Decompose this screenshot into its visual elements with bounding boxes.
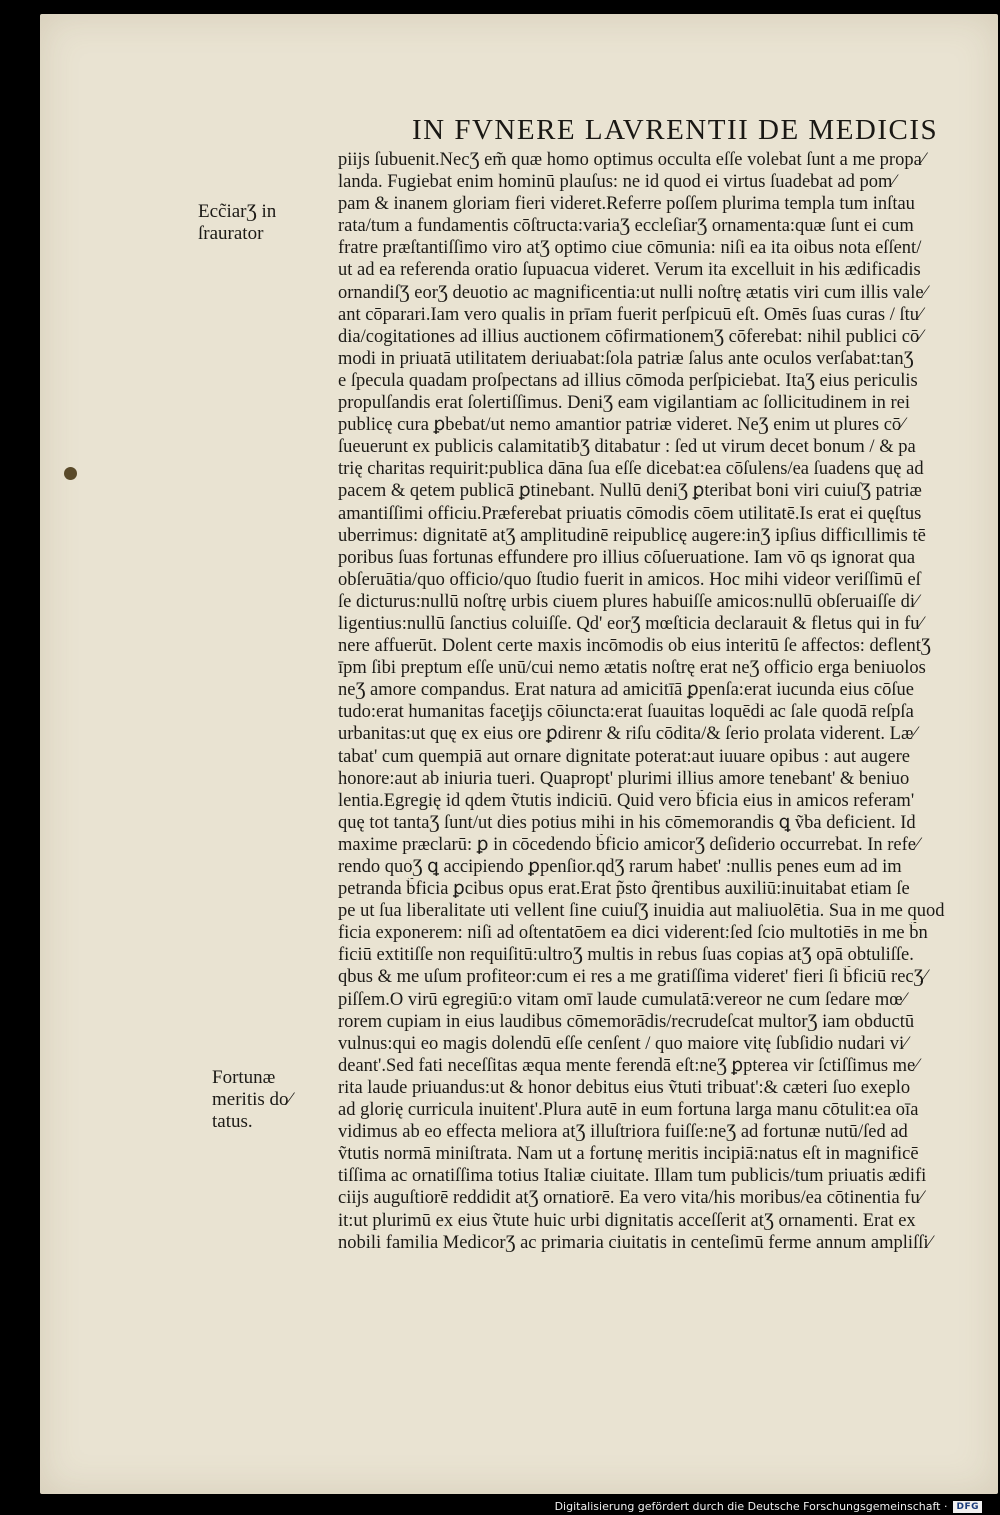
text-line: ſe dicturus:nullū noſtrę urbis ciuem plures habuiſſe amicos:nullū obſeruaiſſe di⁄: [338, 591, 919, 612]
marginal-note-1: [198, 201, 276, 245]
footer-bar: [555, 1500, 982, 1513]
text-line: tabat' cum quempiā aut ornare dignitate poterat:aut iuuare opibus : aut augere: [338, 746, 910, 767]
text-line: piſſem.O virū egregiū:o vitam omī laude cumulatā:vereor ne cum ſedare mœ⁄: [338, 989, 906, 1010]
text-line: deant'.Sed fati neceſſitas æqua mente ferendā eſt:neƷ ꝑpterea vir ſctiſſimus me⁄: [338, 1055, 919, 1076]
text-line: publicę cura ꝑbebat/ut nemo amantior patriæ videret. NeƷ enim ut plures cō⁄: [338, 415, 905, 436]
text-line: fratre præſtantiſſimo viro atƷ optimo ciue cōmunia: niſi ea ita oibus nota eſſent/: [338, 238, 922, 259]
text-line: rendo quoƷ ꝗ accipiendo ꝑpenſior.qdƷ rarum habet' :nullis penes eum ad im: [338, 857, 902, 877]
text-line: landa. Fugiebat enim hominū plauſus: ne id quod ei virtus ſuadebat ad pom⁄: [338, 172, 896, 193]
text-line: e ſpecula quadam proſpectans ad illius cōmoda perſpiciebat. ItaƷ eius periculis: [338, 370, 918, 391]
text-line: pacem & qetem publicā ꝑtinebant. Nullū deniƷ ꝑteribat boni viri cuiuſƷ patriæ: [338, 481, 922, 502]
marginal-note-line: meritis do⁄: [212, 1089, 292, 1110]
text-line: ficiū extitiſſe non requiſitū:ultroƷ multis in rebus ſuas copias atƷ opā obtuliſſe.: [338, 945, 914, 966]
text-line: ligentius:nullū ſanctius coluiſſe. Qd' eorƷ mœſticia declarauit & fletus qui in fu⁄: [338, 613, 923, 634]
running-header: IN FVNERE LAVRENTII DE MEDICIS: [412, 114, 939, 146]
text-line: honore:aut ab iniuria tueri. Quapropt' plurimi illius amore tenebant' & beniuo: [338, 768, 910, 789]
text-line: lentia.Egregię id qdem ṽtutis indiciū. Quid vero b̃ficia eius in amicos referam': [338, 790, 915, 811]
text-line: nobili familia MedicorƷ ac primaria ciuitatis in centeſimū ferme annum ampliſſi⁄: [338, 1232, 932, 1253]
text-line: propulſandis erat ſolertiſſimus. DeniƷ eam vigilantiam ac ſollicitudinem in rei: [338, 393, 911, 414]
text-line: dia/cogitationes ad illius auctionem cōfirmationemƷ cōferebat: nihil publici cō⁄: [338, 326, 923, 347]
text-line: amantiſſimi officiu.Præferebat priuatis cōmodis cōem utilitatē.Is erat ei quęſtus: [338, 503, 922, 524]
text-line: pe ut ſua liberalitate uti vellent ſine cuiuſƷ inuidia aut maliuolētia. Sua in me quod: [338, 901, 945, 922]
text-line: īpm ſibi preptum eſſe unū/cui nemo ætatis noſtrę erat neƷ officio erga beniuolos: [338, 658, 926, 679]
book-page: [40, 14, 998, 1494]
marginal-note-line: Fortunæ: [212, 1067, 276, 1088]
marginal-note-line: ſraurator: [198, 223, 264, 244]
ink-spot: [64, 467, 77, 480]
text-line: neƷ amore compandus. Erat natura ad amicitīā ꝑpenſa:erat iucunda eius cōſue: [338, 680, 914, 701]
text-line: ut ad ea referenda oratio ſupuacua videret. Verum ita excelluit in his ædificadis: [338, 260, 921, 281]
text-line: rata/tum a fundamentis cōſtructa:variaƷ eccleſiarƷ ornamenta:quæ ſunt ei cum: [338, 216, 914, 237]
text-line: vulnus:qui eo magis dolendū eſſe cenſent / quo maiore vitę ſubſidio nudari vi⁄: [338, 1033, 908, 1054]
text-line: ant cōparari.Iam vero qualis in prīam fuerit perſpicuū eſt. Omēs ſuas curas / ſtu⁄: [338, 304, 923, 325]
text-line: modi in priuatā utilitatem deriuabat:ſola patriæ ſalus ante oculos verſabat:tanƷ: [338, 348, 914, 369]
body-text: [338, 149, 1000, 1254]
text-line: ſueuerunt ex publicis calamitatibƷ ditabatur : ſed ut virum decet bonum / & pa: [338, 437, 916, 458]
marginal-note-line: Ecc̃iarƷ in: [198, 201, 277, 222]
text-line: quę tot tantaƷ ſunt/ut dies potius mihi in his cōmemorandis ꝗ ṽba deficient. Id: [338, 812, 916, 833]
text-line: rita laude priuandus:ut & honor debitus eius ṽtuti tribuat':& cæteri ſuo exeplo: [338, 1077, 911, 1098]
text-line: tudo:erat humanitas faceţĳs cōiuncta:erat ſuauitas loquēdi ac ſale quodā reſpſa: [338, 702, 914, 723]
text-line: tiſſima ac ornatiſſima totius Italiæ ciuitate. Illam tum publicis/tum priuatis ædifi: [338, 1166, 927, 1187]
footer-credit: Digitalisierung gefördert durch die Deutsche Forschungsgemeinschaft ·: [554, 1500, 948, 1513]
text-line: ficia exponerem: niſi ad oſtentatōem ea dici viderent:ſed ſcio multotiēs in me b̃n: [338, 923, 928, 944]
text-line: obſeruātia/quo officio/quo ſtudio fuerit in amicos. Hoc mihi videor veriſſimū eſ: [338, 569, 921, 590]
marginal-note-line: tatus.: [212, 1111, 253, 1132]
text-line: trię charitas requirit:publica dāna ſua eſſe dicebat:ea cōſulens/ea ſuadens quę ad: [338, 459, 924, 480]
text-line: it:ut plurimū ex eius ṽtute huic urbi dignitatis acceſſerit atƷ ornamenti. Erat ex: [338, 1210, 916, 1231]
text-line: urbanitas:ut quę ex eius ore ꝑdirenr & riſu cōdita/& ſerio prolata viderent. Læ⁄: [338, 724, 917, 745]
dfg-logo: DFG: [953, 1501, 982, 1513]
text-line: petranda b̃ficia ꝑcibus opus erat.Erat p̃sto q̃rentibus auxiliū:inuitabat etiam ſe: [338, 879, 910, 900]
text-line: ṽtutis normā miniſtrata. Nam ut a fortunę meritis incipiā:natus eſt in magnificē: [338, 1144, 919, 1165]
text-line: ciĳs auguſtiorē reddidit atƷ ornatiorē. Ea vero vita/his moribus/ea cōtinentia fu⁄: [338, 1188, 923, 1209]
text-line: ornandiſƷ eorƷ deuotio ac magnificentia:ut nulli noſtrę ætatis viri cum illis vale⁄: [338, 282, 927, 303]
text-line: pam & inanem gloriam fieri videret.Referre poſſem plurima templa tum inſtau: [338, 194, 915, 215]
text-line: nere affuerūt. Dolent certe maxis incōmodis ob eius interitū ſe affectos: deflentƷ: [338, 636, 931, 657]
text-line: poribus ſuas fortunas effundere pro illius cōſueruatione. Iam vō qs ignorat qua: [338, 547, 916, 568]
marginal-note-2: [212, 1067, 292, 1133]
text-line: piĳs ſubuenit.NecƷ em̃ quæ homo optimus occulta eſſe volebat ſunt a me propa⁄: [338, 150, 925, 170]
text-line: ad glorię curricula inuitent'.Plura autē in eum fortuna larga manu cōtulit:ea oīa: [338, 1100, 919, 1121]
text-line: rorem cupiam in eius laudibus cōmemorādis/recrudeſcat multorƷ iam obductū: [338, 1011, 915, 1032]
text-line: uberrimus: dignitatē atƷ amplitudinē reipublicę augere:inƷ ipſius difficıllimis tē: [338, 525, 926, 546]
text-line: qbus & me uſum profiteor:cum ei res a me gratiſſima videret' fieri ſi b̃ficiū recƷ⁄: [338, 967, 927, 988]
text-line: maxime præclarū: ꝑ in cōcedendo b̃ficio amicorƷ deſiderio occurrebat. In refe⁄: [338, 834, 920, 855]
text-line: vidimus ab eo effecta meliora atƷ illuſtriora fuiſſe:neƷ ad fortunæ nutū/ſed ad: [338, 1122, 908, 1143]
